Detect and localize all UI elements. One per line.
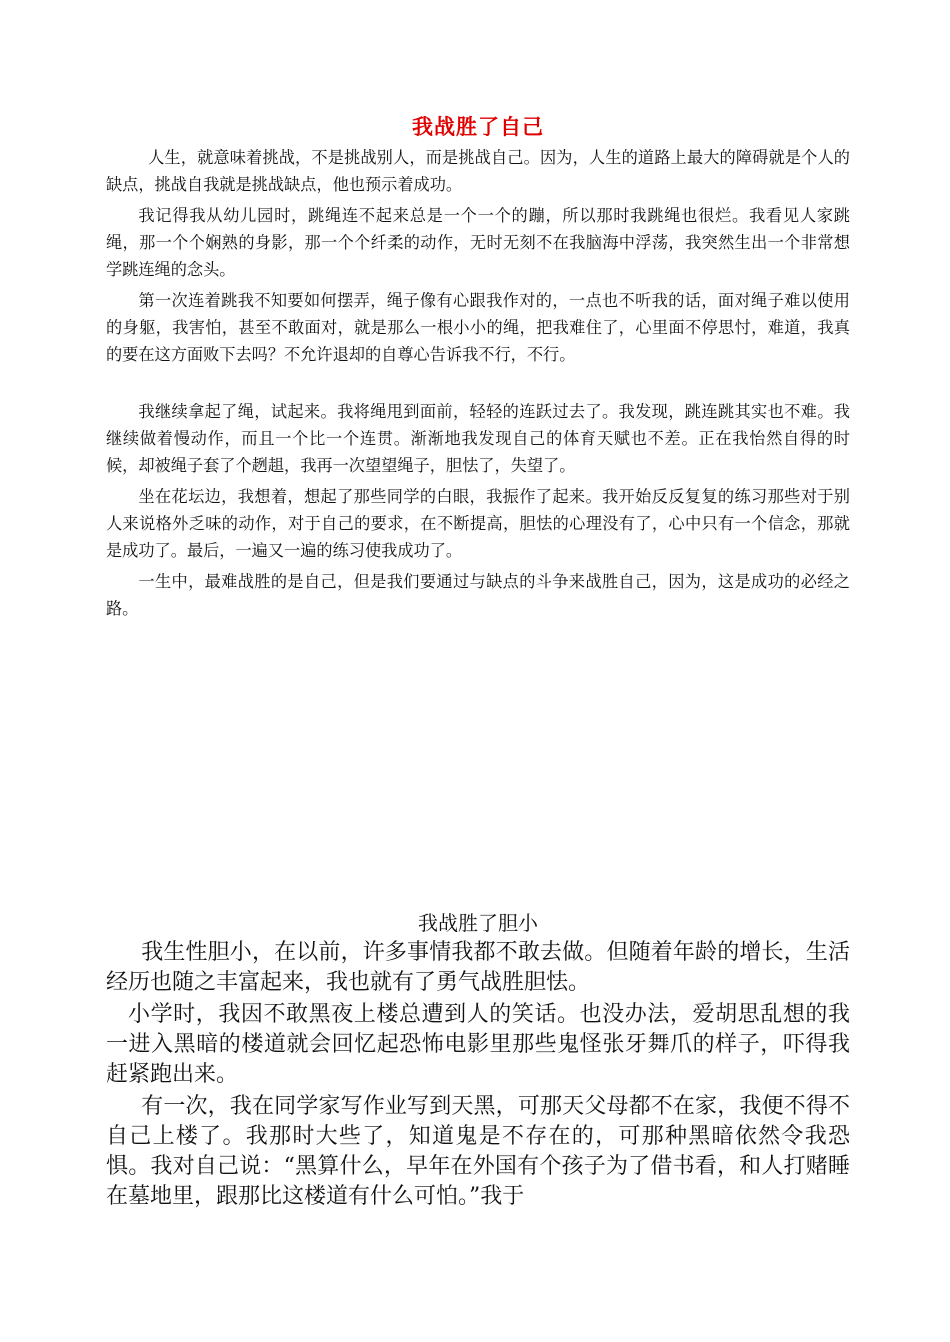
essay-2-paragraph-1: 我生性胆小，在以前，许多事情我都不敢去做。但随着年龄的增长，生活经历也随之丰富起来，我也就有了勇气战胜胆怯。 bbox=[106, 940, 850, 995]
essay-1-title: 我战胜了自己 bbox=[412, 114, 544, 139]
essay-1-paragraph-2: 我记得我从幼儿园时，跳绳连不起来总是一个一个的蹦，所以那时我跳绳也很烂。我看见人家跳绳，那一个个娴熟的身影，那一个个纤柔的动作，无时无刻不在我脑海中浮荡，我突然生出一个非常想学跳连绳的念头。 bbox=[106, 206, 850, 279]
essay-1-paragraph-3: 第一次连着跳我不知要如何摆弄，绳子像有心跟我作对的，一点也不听我的话，面对绳子难以使用的身躯，我害怕，甚至不敢面对，就是那么一根小小的绳，把我难住了，心里面不停思忖，难道，我真的要在这方面败下去吗？不允许退却的自尊心告诉我不行，不行。 bbox=[106, 291, 850, 364]
essay-1-paragraph-5: 坐在花坛边，我想着，想起了那些同学的白眼，我振作了起来。我开始反反复复的练习那些对于别人来说格外乏味的动作，对于自己的要求，在不断提高，胆怯的心理没有了，心中只有一个信念，那就是成功了。最后，一遍又一遍的练习使我成功了。 bbox=[106, 487, 850, 560]
essay-2-paragraph-2: 小学时，我因不敢黑夜上楼总遭到人的笑话。也没办法，爱胡思乱想的我一进入黑暗的楼道就会回忆起恐怖电影里那些鬼怪张牙舞爪的样子，吓得我赶紧跑出来。 bbox=[106, 1002, 850, 1087]
essay-1-paragraph-4: 我继续拿起了绳，试起来。我将绳甩到面前，轻轻的连跃过去了。我发现，跳连跳其实也不难。我继续做着慢动作，而且一个比一个连贯。渐渐地我发现自己的体育天赋也不差。正在我怡然自得的时候，却被绳子套了个趔趄，我再一次望望绳子，胆怯了，失望了。 bbox=[106, 402, 850, 475]
essay-1-paragraph-1: 人生，就意味着挑战，不是挑战别人，而是挑战自己。因为，人生的道路上最大的障碍就是个人的缺点，挑战自我就是挑战缺点，他也预示着成功。 bbox=[106, 148, 850, 194]
paragraph-spacer bbox=[106, 372, 850, 398]
essay-1-paragraph-6: 一生中，最难战胜的是自己，但是我们要通过与缺点的斗争来战胜自己，因为，这是成功的必经之路。 bbox=[106, 572, 850, 618]
essay-2-paragraph-3: 有一次，我在同学家写作业写到天黑，可那天父母都不在家，我便不得不自己上楼了。我那时大些了，知道鬼是不存在的，可那种黑暗依然令我恐惧。我对自己说：“黑算什么，早年在外国有个孩子为了借书看，和人打赌睡在墓地里，跟那比这楼道有什么可怕。”我于 bbox=[106, 1094, 850, 1209]
essay-1 bbox=[106, 112, 850, 626]
essay-2-title: 我战胜了胆小 bbox=[418, 911, 538, 935]
essay-2 bbox=[106, 908, 850, 1214]
